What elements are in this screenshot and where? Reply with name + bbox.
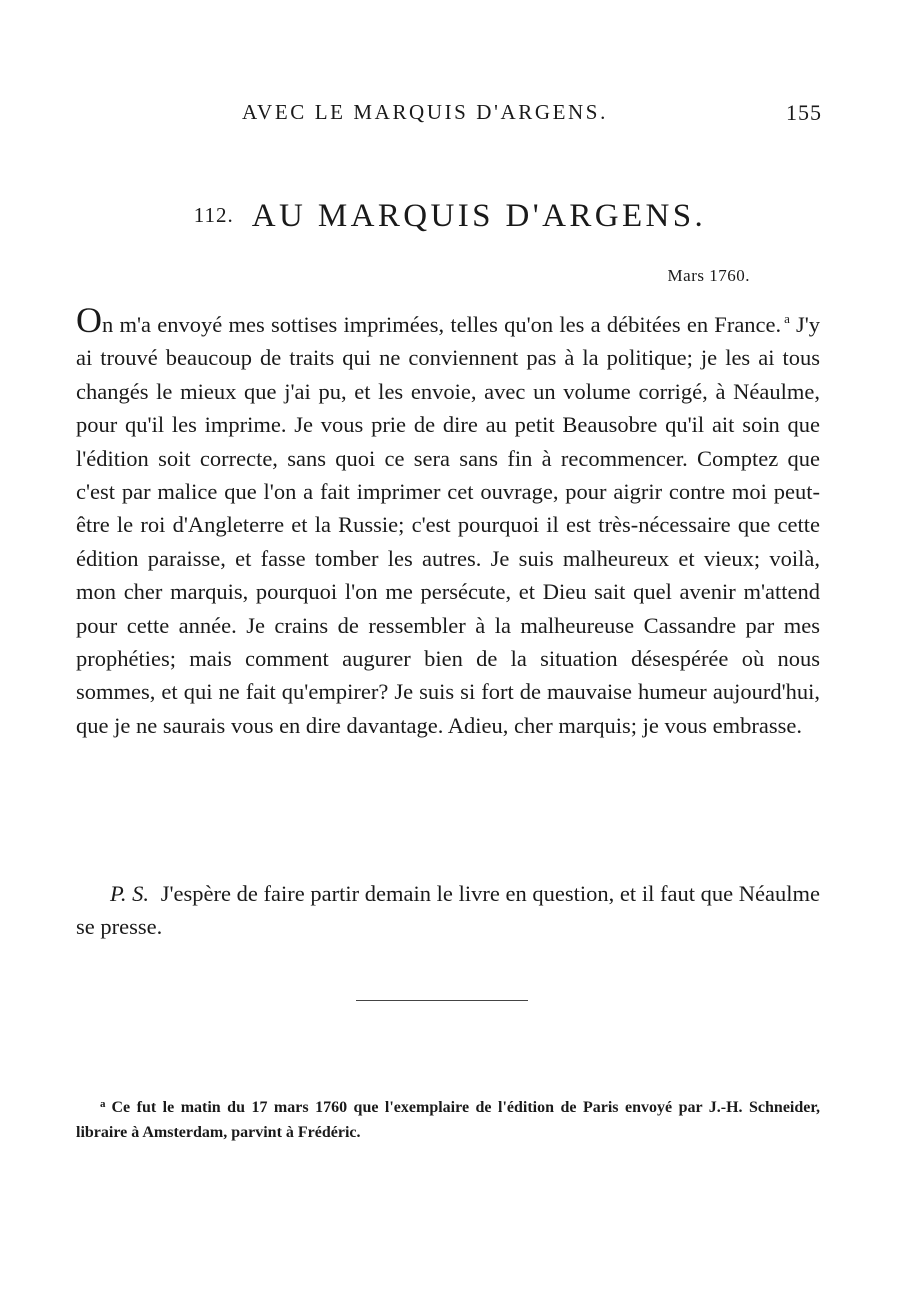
postscript-text: J'espère de faire partir demain le livre en question, et il faut que Néaulme se presse. [76,881,820,940]
letter-body-part-1: n m'a envoyé mes sottises imprimées, telles qu'on les a débitées en France. [102,312,782,337]
running-head [0,100,900,132]
footnote-text: Ce fut le matin du 17 mars 1760 que l'exemplaire de l'édition de Paris envoyé par J.-H. Schneider, libraire à Amsterdam, parvint à Frédéric. [76,1099,820,1141]
letter-heading [0,198,900,235]
postscript-label: P. S. [110,881,150,906]
running-title: AVEC LE MARQUIS D'ARGENS. [242,100,608,124]
footnote-marker: a [100,1098,106,1110]
postscript [76,877,820,944]
letter-number: 112. [193,203,234,227]
letter-date: Mars 1760. [667,266,750,285]
letter-body-part-2: J'y ai trouvé beaucoup de traits qui ne conviennent pas à la politique; je les ai tous changés le mieux que j'ai pu, et les envoie, avec un volume corrigé, à Néaulme, pour qu'il les imprime. Je vous prie de dire au petit Beausobre qu'il ait soin que l'édition soit correcte, sans quoi ce sera sans fin à recommencer. Comptez que c'est par malice que l'on a fait imprimer cet ouvrage, pour aigrir contre moi peut-être le roi d'Angleterre et la Russie; c'est pourquoi il est très-nécessaire que cette édition paraisse, et fasse tomber les autres. Je suis malheureux et vieux; voilà, mon cher marquis, pourquoi l'on me persécute, et Dieu sait quel avenir m'attend pour cette année. Je crains de ressembler à la malheureuse Cassandre par mes prophéties; mais comment augurer bien de la situation désespérée où nous sommes, et qui ne fait qu'empirer? Je suis si fort de mauvaise humeur aujourd'hui, que je ne saurais vous en dire davantage. Adieu, cher marquis; je vous embrasse. [76,312,820,738]
letter-title: AU MARQUIS D'ARGENS. [251,198,707,234]
letter-body [76,302,820,742]
footnote [76,1092,820,1145]
page-number: 155 [786,100,822,125]
footnote-reference: a [784,311,790,326]
drop-cap: O [76,300,102,340]
separator-rule [356,1000,528,1001]
